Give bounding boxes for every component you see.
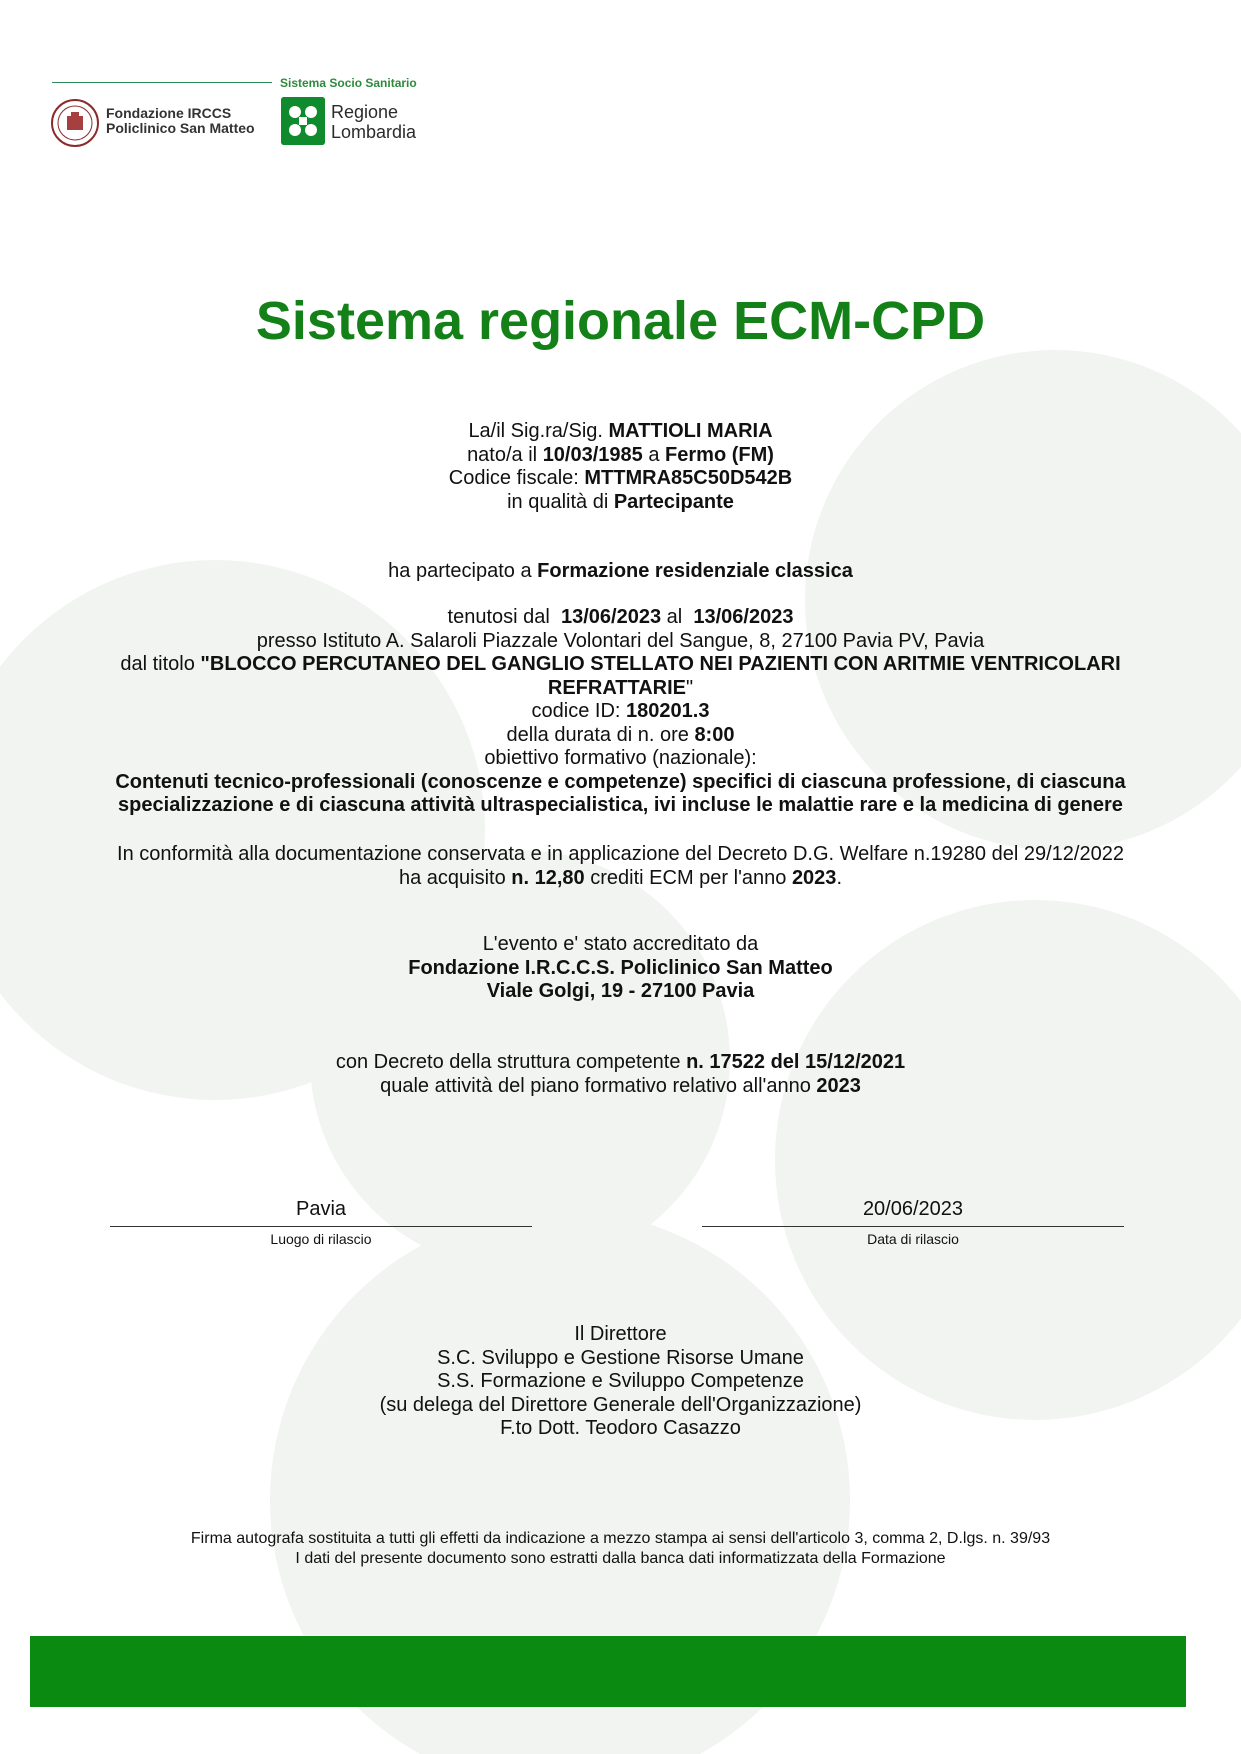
header-rule (52, 82, 272, 83)
credits-decree-line: In conformità alla documentazione conservata e in applicazione del Decreto D.G. Welfare n.19280 del 29/12/2022 (117, 843, 1124, 865)
issue-place-rule (110, 1226, 532, 1227)
event-title-line1: dal titolo "BLOCCO PERCUTANEO DEL GANGLIO STELLATO NEI PAZIENTI CON ARITMIE VENTRICOLARI (120, 653, 1121, 675)
decree-number: n. 17522 del 15/12/2021 (686, 1051, 906, 1073)
document-title: Sistema regionale ECM-CPD (255, 291, 986, 351)
participant-block (0, 420, 1241, 514)
event-title-line2: REFRATTARIE" (547, 676, 694, 699)
participation-line: ha partecipato a Formazione residenziale classica (388, 560, 853, 582)
event-code-line: codice ID: 180201.3 (531, 700, 710, 722)
director-signature: F.to Dott. Teodoro Casazzo (500, 1417, 741, 1439)
event-block (0, 606, 1241, 818)
issue-date-rule (702, 1226, 1124, 1227)
provider-address: Viale Golgi, 19 - 27100 Pavia (486, 980, 755, 1002)
issue-place: Pavia (295, 1198, 347, 1220)
birth-line: nato/a il 10/03/1985 a Fermo (FM) (467, 443, 774, 466)
credits-block (0, 843, 1241, 890)
event-code: 180201.3 (626, 700, 710, 722)
issue-date-label: Data di rilascio (867, 1231, 959, 1247)
credits-amount: n. 12,80 (511, 866, 585, 889)
training-type: Formazione residenziale classica (537, 560, 853, 582)
tax-code-line: Codice fiscale: MTTMRA85C50D542B (448, 467, 793, 489)
institution-seal-icon (50, 98, 100, 148)
accreditation-block: L'evento e' stato accreditato da Fondazione I.R.C.C.S. Policlinico San Matteo Viale Golgi, 19 - 27100 Pavia (408, 933, 833, 1002)
role: Partecipante (613, 490, 734, 513)
header-tagline: Sistema Socio Sanitario (280, 76, 417, 90)
event-duration-line: della durata di n. ore 8:00 (506, 723, 735, 746)
regione-lombardia-logo-icon (281, 97, 325, 145)
decree-block: con Decreto della struttura competente n. 17522 del 15/12/2021 quale attività del piano formativo relativo all'anno 2023 (335, 1051, 906, 1097)
participant-name: MATTIOLI MARIA (608, 420, 773, 442)
objective-line1: Contenuti tecnico-professionali (conoscenze e competenze) specifici di ciascuna professione, di ciascuna (115, 770, 1126, 793)
footer-notes: Firma autografa sostituita a tutti gli effetti da indicazione a mezzo stampa ai sensi dell'articolo 3, comma 2, D.lgs. n. 39/93 I dati del presente documento sono estratti dalla banca dati informatizzata della Formazione (190, 1530, 1051, 1567)
event-dates-line: tenutosi dal 13/06/2023 al 13/06/2023 (447, 606, 794, 628)
event-duration: 8:00 (694, 723, 735, 746)
issue-place-label: Luogo di rilascio (270, 1231, 372, 1247)
tax-code: MTTMRA85C50D542B (584, 467, 793, 489)
objective-label: obiettivo formativo (nazionale): (484, 747, 757, 769)
footer-green-bar (30, 1636, 1186, 1707)
director-block: Il Direttore S.C. Sviluppo e Gestione Risorse Umane S.S. Formazione e Sviluppo Competenze (su delega del Direttore Generale dell'Organizzazione) F.to Dott. Teodoro Casazzo (0, 1323, 1241, 1441)
credits-amount-line: ha acquisito n. 12,80 crediti ECM per l'anno 2023. (398, 866, 842, 889)
issue-date: 20/06/2023 (862, 1198, 964, 1220)
region-name: Regione Lombardia (331, 102, 417, 142)
objective-line2: specializzazione e di ciascuna attività ultraspecialistica, ivi incluse le malattie rare e la medicina di genere (118, 794, 1123, 816)
role-line: in qualità di Partecipante (507, 490, 734, 513)
participant-name-line: La/il Sig.ra/Sig. MATTIOLI MARIA (468, 420, 773, 442)
event-location: presso Istituto A. Salaroli Piazzale Volontari del Sangue, 8, 27100 Pavia PV, Pavia (256, 629, 985, 652)
institution-name: Fondazione IRCCS Policlinico San Matteo (106, 105, 255, 136)
provider-name: Fondazione I.R.C.C.S. Policlinico San Matteo (408, 956, 833, 979)
